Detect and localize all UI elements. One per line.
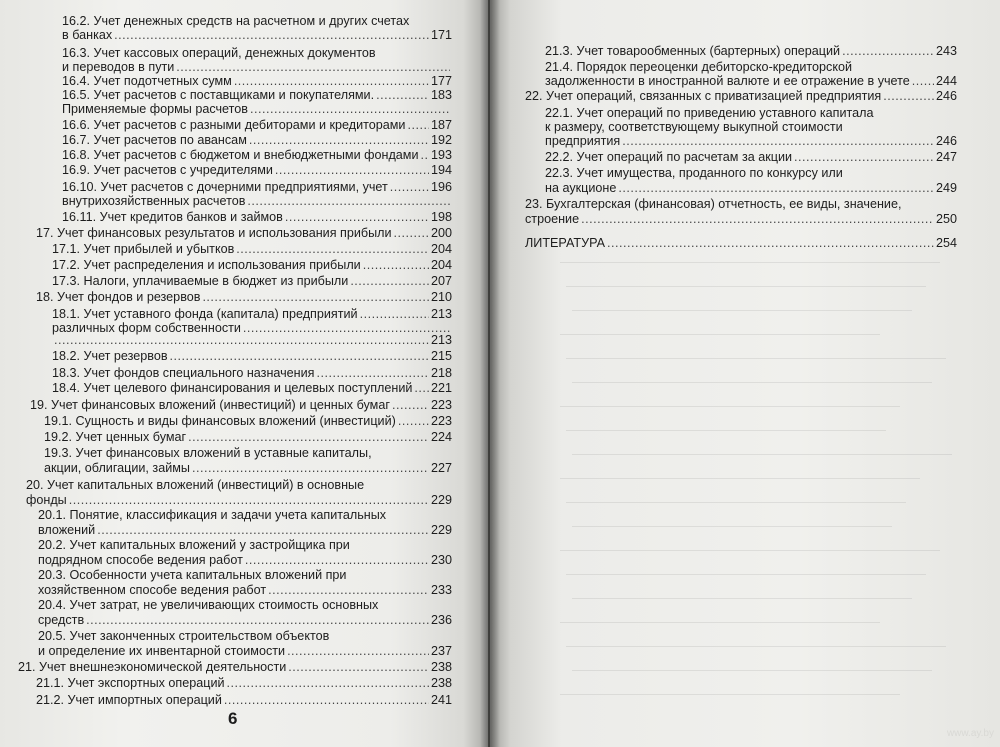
dot-leader [607,236,934,251]
toc-line-text: 21.3. Учет товарообменных (бартерных) операций [545,44,841,58]
toc-line-text: 23. Бухгалтерская (финансовая) отчетность, ее виды, значение, [525,197,902,211]
toc-line-text: 16.9. Учет расчетов с учредителями [62,163,273,177]
toc-line-text: 20.4. Учет затрат, не увеличивающих стоимость основных [38,598,379,612]
show-through-line [560,262,940,263]
toc-page-number: 238 [430,676,452,690]
toc-line-text: 22.2. Учет операций по расчетам за акции [545,150,793,164]
toc-page-number: 215 [430,349,452,363]
toc-line [44,446,452,461]
toc-line [62,28,452,43]
toc-line [52,242,452,257]
toc-line [30,398,452,413]
dot-leader [114,28,429,43]
toc-page-number: 210 [430,290,452,304]
toc-line [44,414,452,429]
toc-line [38,644,452,659]
toc-line-text: 21.2. Учет импортных операций [36,693,222,707]
toc-line-text: и переводов в пути [62,60,175,74]
toc-line-text: 16.5. Учет расчетов с поставщиками и покупателями. [62,88,375,102]
toc-line [525,89,957,104]
toc-line-text: 20.3. Особенности учета капитальных вложений при [38,568,347,582]
show-through-line [560,694,900,695]
dot-leader [224,693,429,708]
dot-leader [192,461,429,476]
toc-line [52,381,452,396]
dot-leader [97,523,429,538]
toc-page-number: 243 [935,44,957,58]
dot-leader [912,74,934,89]
toc-page-number: 250 [935,212,957,226]
toc-page-number: 204 [430,258,452,272]
toc-page-number: 204 [430,242,452,256]
toc-line [545,120,957,135]
toc-page-number: 200 [430,226,452,240]
toc-line [38,598,452,613]
toc-page-number: 198 [430,210,452,224]
toc-page-number: 213 [430,307,452,321]
toc-page-number: 171 [430,28,452,42]
toc-line-text: 16.4. Учет подотчетных сумм [62,74,232,88]
toc-line-text: 19.1. Сущность и виды финансовых вложений (инвестиций) [44,414,396,428]
show-through-line [572,454,952,455]
show-through-line [560,334,880,335]
dot-leader [360,307,429,322]
dot-leader [622,134,934,149]
toc-line-text: 18. Учет фондов и резервов [36,290,201,304]
toc-line [38,629,452,644]
toc-page-number: 237 [430,644,452,658]
dot-leader [245,553,429,568]
toc-line [62,102,452,117]
toc-page-number: 187 [430,118,452,132]
toc-line-text: предприятия [545,134,621,148]
toc-line [62,14,452,29]
dot-leader [249,133,429,148]
show-through-line [572,310,912,311]
toc-page-number: 229 [430,493,452,507]
toc-line-text: фонды [26,493,67,507]
toc-line-text: вложений [38,523,96,537]
toc-line [62,46,452,61]
toc-line [545,60,957,75]
toc-page-number: 254 [935,236,957,250]
toc-line [38,523,452,538]
dot-leader [236,242,429,257]
dot-leader [268,583,429,598]
toc-page-number: 193 [430,148,452,162]
toc-line [62,88,452,103]
toc-line [52,258,452,273]
toc-page-number: 241 [430,693,452,707]
toc-line [525,212,957,227]
toc-line [36,693,452,708]
toc-line-text: 16.11. Учет кредитов банков и займов [62,210,283,224]
toc-line [38,508,452,523]
toc-line-text: 18.2. Учет резервов [52,349,168,363]
dot-leader [285,210,429,225]
toc-line [545,181,957,196]
toc-line [62,180,452,195]
toc-line-text: 16.7. Учет расчетов по авансам [62,133,247,147]
toc-line-text: 16.6. Учет расчетов с разными дебиторами и кредиторами [62,118,406,132]
dot-leader [288,660,429,675]
dot-leader [227,676,429,691]
toc-line-text: 16.8. Учет расчетов с бюджетом и внебюджетными фондами [62,148,419,162]
toc-line [545,44,957,59]
toc-page-number: 218 [430,366,452,380]
toc-line [62,74,452,89]
toc-line [52,366,452,381]
dot-leader [54,333,429,348]
toc-page-number: 244 [935,74,957,88]
toc-line-text: 19.3. Учет финансовых вложений в уставные капиталы, [44,446,372,460]
toc-line [52,307,452,322]
toc-line [62,210,452,225]
toc-line-text: 21. Учет внешнеэкономической деятельности [18,660,287,674]
dot-leader [287,644,429,659]
show-through-line [566,430,886,431]
toc-line [26,478,452,493]
toc-line-text: Применяемые формы расчетов [62,102,248,116]
toc-line [38,568,452,583]
toc-line-text: 20.2. Учет капитальных вложений у застройщика при [38,538,350,552]
dot-leader [414,381,429,396]
toc-line [62,148,452,163]
toc-page-number: 183 [430,88,452,102]
toc-line [38,613,452,628]
show-through-line [572,670,932,671]
toc-line-text: 19.2. Учет ценных бумаг [44,430,187,444]
toc-line [62,194,452,209]
dot-leader [234,74,429,89]
toc-line [545,106,957,121]
toc-line-text: ЛИТЕРАТУРА [525,236,606,250]
toc-line [38,553,452,568]
toc-line-text: 22.3. Учет имущества, проданного по конкурсу или [545,166,843,180]
book-spine [480,0,500,747]
toc-page-number: 238 [430,660,452,674]
toc-line [62,60,452,75]
dot-leader [86,613,429,628]
dot-leader [794,150,934,165]
toc-line-text: 16.2. Учет денежных средств на расчетном и других счетах [62,14,410,28]
toc-line-text: на аукционе [545,181,617,195]
show-through-line [566,358,946,359]
toc-line [62,133,452,148]
toc-line [545,166,957,181]
toc-line [545,74,957,89]
toc-line-text: 16.3. Учет кассовых операций, денежных документов [62,46,376,60]
toc-line-text: акции, облигации, займы [44,461,190,475]
toc-line [525,236,957,251]
toc-line-text: задолженности в иностранной валюте и ее отражение в учете [545,74,910,88]
toc-page-number: 249 [935,181,957,195]
dot-leader [69,493,429,508]
show-through-line [572,382,932,383]
toc-line-text: 18.1. Учет уставного фонда (капитала) предприятий [52,307,358,321]
toc-line-text: 20. Учет капитальных вложений (инвестиций) в основные [26,478,365,492]
show-through-line [560,478,920,479]
toc-line-text: к размеру, соответствующему выкупной стоимости [545,120,843,134]
toc-page-number: 221 [430,381,452,395]
dot-leader [376,88,429,103]
toc-page-number: 233 [430,583,452,597]
toc-line-text: различных форм собственности [52,321,241,335]
toc-line-text: 17.2. Учет распределения и использования прибыли [52,258,361,272]
toc-line [52,274,452,289]
dot-leader [170,349,429,364]
dot-leader [247,194,450,209]
toc-line [36,290,452,305]
dot-leader [842,44,934,59]
show-through-line [566,574,926,575]
watermark: www.ay.by [946,728,994,739]
show-through-line [566,502,906,503]
toc-line-text: строение [525,212,580,226]
toc-page-number: 230 [430,553,452,567]
toc-line [545,150,957,165]
dot-leader [176,60,450,75]
toc-line [36,676,452,691]
toc-page-number: 246 [935,134,957,148]
dot-leader [363,258,429,273]
toc-line [62,118,452,133]
dot-leader [188,430,429,445]
toc-line-text: 16.10. Учет расчетов с дочерними предприятиями, учет [62,180,388,194]
toc-line-text: 20.5. Учет законченных строительством объектов [38,629,330,643]
toc-line-text: 21.4. Порядок переоценки дебиторско-кредиторской [545,60,853,74]
toc-line [52,333,452,348]
toc-line [36,226,452,241]
toc-line-text: 17.1. Учет прибылей и убытков [52,242,235,256]
toc-line-text: средств [38,613,85,627]
toc-line-text: внутрихозяйственных расчетов [62,194,246,208]
show-through-line [572,526,892,527]
dot-leader [618,181,934,196]
toc-line [44,461,452,476]
toc-line [44,430,452,445]
toc-line-text: 18.4. Учет целевого финансирования и целевых поступлений [52,381,413,395]
toc-page-number: 177 [430,74,452,88]
toc-page-number: 192 [430,133,452,147]
toc-page-number: 213 [430,333,452,347]
dot-leader [581,212,934,227]
dot-leader [275,163,429,178]
dot-leader [250,102,450,117]
dot-leader [390,180,429,195]
show-through-line [560,406,900,407]
dot-leader [202,290,429,305]
toc-page-number: 236 [430,613,452,627]
toc-line [545,134,957,149]
toc-line-text: 19. Учет финансовых вложений (инвестиций) и ценных бумаг [30,398,390,412]
toc-line [52,349,452,364]
page-number: 6 [228,709,238,728]
toc-line-text: 21.1. Учет экспортных операций [36,676,225,690]
toc-page-number: 207 [430,274,452,288]
toc-page-number: 223 [430,414,452,428]
toc-line-text: в банках [62,28,113,42]
toc-page-number: 223 [430,398,452,412]
toc-line-text: 17.3. Налоги, уплачиваемые в бюджет из прибыли [52,274,349,288]
toc-line [62,163,452,178]
toc-line-text: хозяйственном способе ведения работ [38,583,267,597]
toc-page-number: 196 [430,180,452,194]
toc-line [26,493,452,508]
right-page [490,0,1000,747]
show-through-line [566,286,926,287]
toc-page-number: 246 [935,89,957,103]
toc-page-number: 194 [430,163,452,177]
show-through-line [560,550,940,551]
toc-line-text: 22. Учет операций, связанных с приватизацией предприятия [525,89,882,103]
toc-line-text: подрядном способе ведения работ [38,553,243,567]
toc-page-number: 247 [935,150,957,164]
toc-line [38,538,452,553]
dot-leader [421,148,429,163]
toc-line [38,583,452,598]
show-through-line [566,646,946,647]
dot-leader [392,398,429,413]
dot-leader [398,414,429,429]
toc-line-text: 22.1. Учет операций по приведению уставного капитала [545,106,874,120]
toc-line-text: 18.3. Учет фондов специального назначения [52,366,315,380]
dot-leader [350,274,429,289]
toc-line-text: 20.1. Понятие, классификация и задачи учета капитальных [38,508,387,522]
toc-line [18,660,452,675]
left-page [0,0,488,747]
dot-leader [407,118,429,133]
dot-leader [883,89,934,104]
toc-page-number: 227 [430,461,452,475]
toc-line [525,197,957,212]
show-through-line [572,598,912,599]
show-through-line [560,622,880,623]
toc-line-text: и определение их инвентарной стоимости [38,644,286,658]
dot-leader [394,226,429,241]
toc-line-text: 17. Учет финансовых результатов и использования прибыли [36,226,392,240]
toc-page-number: 229 [430,523,452,537]
dot-leader [317,366,429,381]
toc-page-number: 224 [430,430,452,444]
